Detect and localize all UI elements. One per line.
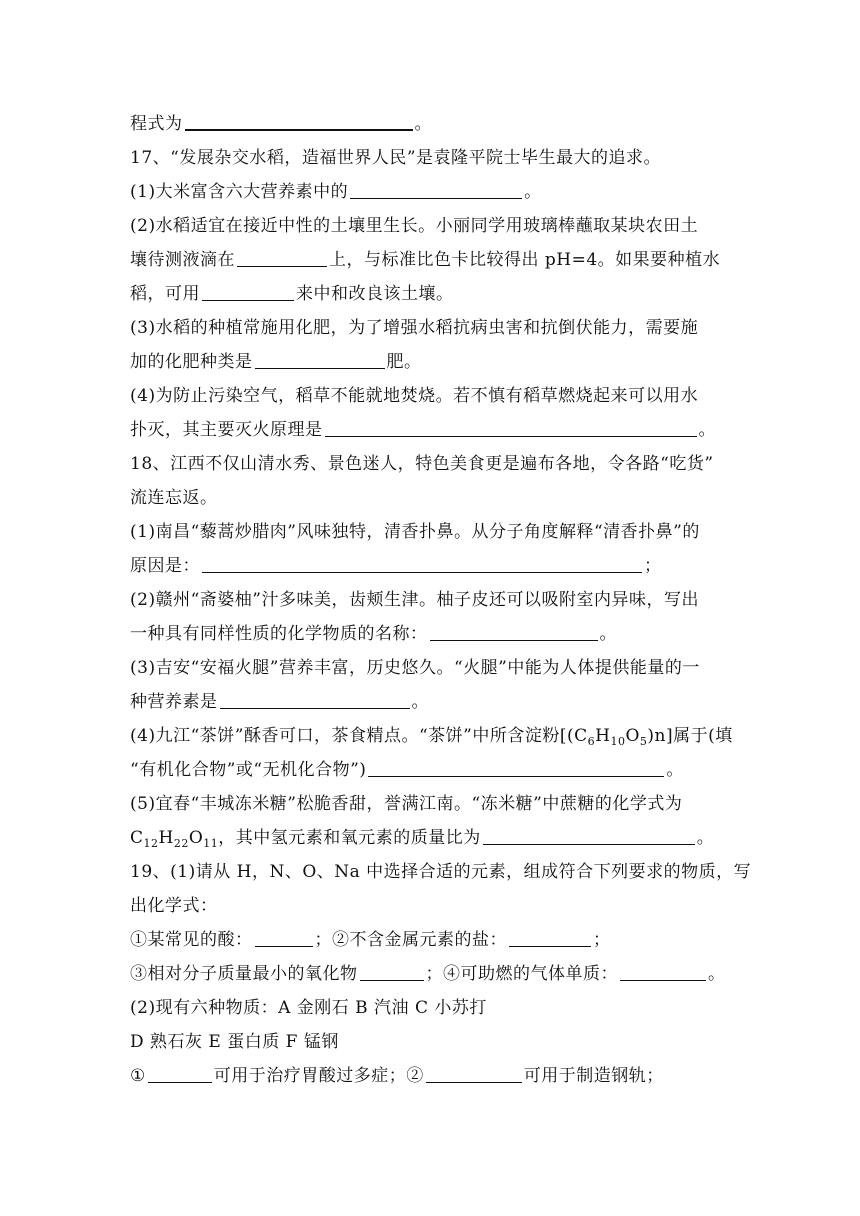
text-line: 程式为 。: [130, 107, 740, 141]
text-line: 稻，可用 来中和改良该土壤。: [130, 277, 740, 311]
text-line: “有机化合物”或“无机化合物”) 。: [130, 753, 740, 787]
answer-blank[interactable]: [350, 178, 522, 199]
text-line: (2)现有六种物质：A 金刚石 B 汽油 C 小苏打: [130, 998, 487, 1018]
text-line: 种营养素是 。: [130, 685, 740, 719]
question-17-stem: 17、“发展杂交水稻，造福世界人民”是袁隆平院士毕生最大的追求。: [130, 148, 662, 168]
text-line: 一种具有同样性质的化学物质的名称： 。: [130, 617, 740, 651]
text-line: ③相对分子质量最小的氧化物 ；④可助燃的气体单质： 。: [130, 957, 740, 991]
text-line: 壤待测液滴在 上，与标准比色卡比较得出 pH=4。如果要种植水: [130, 243, 740, 277]
text-line: 出化学式：: [130, 896, 218, 916]
answer-blank[interactable]: [202, 552, 642, 573]
answer-blank[interactable]: [255, 926, 313, 947]
text-line: (3)水稻的种植常施用化肥，为了增强水稻抗病虫害和抗倒伏能力，需要施: [130, 318, 699, 338]
text-line: (5)宜春“丰城冻米糖”松脆香甜，誉满江南。“冻米糖”中蔗糖的化学式为: [130, 794, 683, 814]
text-line: (2)水稻适宜在接近中性的土壤里生长。小丽同学用玻璃棒蘸取某块农田土: [130, 216, 699, 236]
question-18-stem: 18、江西不仅山清水秀、景色迷人，特色美食更是遍布各地，令各路“吃货”: [130, 454, 714, 474]
text-line: 原因是： ；: [130, 549, 740, 583]
answer-blank[interactable]: [185, 109, 413, 131]
text-line: (1)南昌“藜蒿炒腊肉”风味独特，清香扑鼻。从分子角度解释“清香扑鼻”的: [130, 522, 700, 542]
text-line: (2)赣州“斋婆柚”汁多味美，齿颊生津。柚子皮还可以吸附室内异味，写出: [130, 590, 699, 610]
text-line: 扑灭，其主要灭火原理是 。: [130, 413, 740, 447]
answer-blank[interactable]: [237, 246, 327, 267]
text-line: (4)为防止污染空气，稻草不能就地焚烧。若不慎有稻草燃烧起来可以用水: [130, 386, 699, 406]
answer-blank[interactable]: [148, 1062, 212, 1083]
question-19-stem: 19、(1)请从 H，N、O、Na 中选择合适的元素，组成符合下列要求的物质，写: [130, 862, 752, 882]
answer-blank[interactable]: [509, 926, 591, 947]
text-line: D 熟石灰 E 蛋白质 F 锰钢: [130, 1032, 339, 1052]
answer-blank[interactable]: [360, 960, 424, 981]
answer-blank[interactable]: [202, 280, 294, 301]
text-line: $C_{12}H_{22}O_{11}$，其中氢元素和氧元素的质量比为 。: [130, 821, 740, 861]
text-line: (1)大米富含六大营养素中的 。: [130, 175, 740, 209]
answer-blank[interactable]: [426, 1062, 522, 1083]
text-line: 流连忘返。: [130, 488, 218, 508]
answer-blank[interactable]: [430, 620, 598, 641]
answer-blank[interactable]: [255, 348, 385, 369]
answer-blank[interactable]: [368, 756, 664, 777]
text-line: (4)九江“茶饼”酥香可口，茶食精点。“茶饼”中所含淀粉$[(C_6H_{10}O_5)n]$属于(填: [130, 726, 733, 748]
answer-blank[interactable]: [325, 416, 697, 437]
text-line: 加的化肥种类是 肥。: [130, 345, 740, 379]
answer-blank[interactable]: [620, 960, 706, 981]
text-line: (3)吉安“安福火腿”营养丰富，历史悠久。“火腿”中能为人体提供能量的一: [130, 658, 700, 678]
answer-blank[interactable]: [220, 688, 410, 709]
text-line: ① 可用于治疗胃酸过多症；② 可用于制造钢轨；: [130, 1059, 740, 1093]
answer-blank[interactable]: [483, 824, 695, 845]
text-line: ①某常见的酸： ；②不含金属元素的盐： ；: [130, 923, 740, 957]
